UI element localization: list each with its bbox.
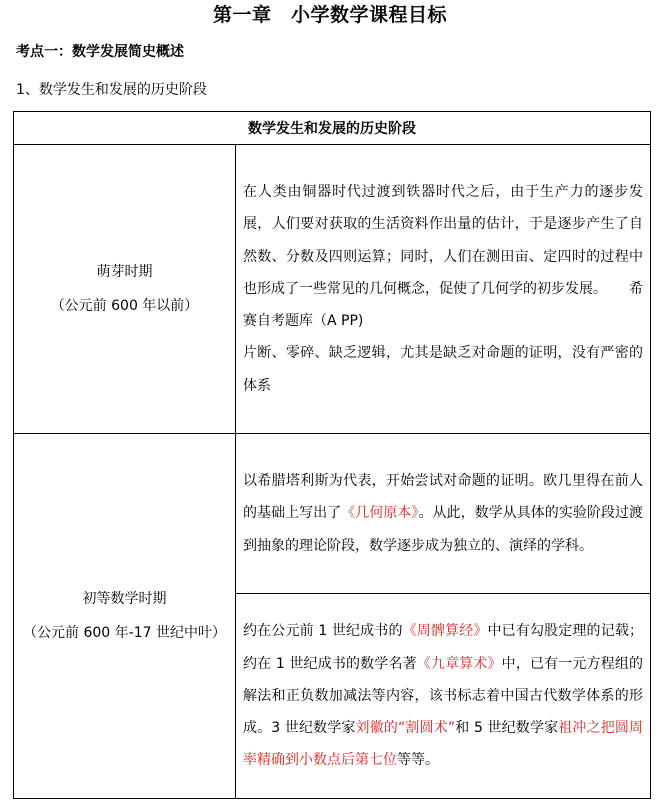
description-cell-sprouting xyxy=(236,145,651,434)
book-title-jiuzhang: 《九章算术》 xyxy=(416,655,502,672)
description-text: 。从此，数学从具体的实验阶段过渡到抽象的理论阶段，数学逐步成为独立的、演绎的学科。 xyxy=(243,505,644,554)
highlight-liuhui: 刘徽的“割圆术” xyxy=(355,720,456,737)
period-cell-elementary xyxy=(14,434,236,799)
watermark-text: 希赛自考题库（A PP) xyxy=(243,280,643,330)
table-header: 数学发生和发展的历史阶段 xyxy=(14,112,651,145)
description-text: 约在公元前 1 世纪成书的 xyxy=(243,623,403,640)
period-cell-sprouting xyxy=(14,145,236,434)
description-text: 等等。 xyxy=(397,752,439,769)
description-text: 和 5 世纪数学家 xyxy=(455,720,559,737)
period-name: 初等数学时期 xyxy=(82,591,167,607)
history-table xyxy=(13,111,651,799)
history-table-container xyxy=(13,111,650,799)
description-cell-chinese xyxy=(236,594,651,799)
book-title-elements: 《几何原本》 xyxy=(341,505,419,522)
chapter-title: 第一章 小学数学课程目标 xyxy=(212,4,447,26)
description-text: 中已有勾股定理的记载；约在 1 世纪成书的数学名著 xyxy=(243,623,644,672)
highlight-zuchongzhi: 祖冲之把圆周率精确到小数点后第七位 xyxy=(243,720,643,769)
table-header-row xyxy=(14,112,651,145)
description-text: 中，已有一元方程组的解法和正负数加减法等内容，该书标志着中国古代数学体系的形成。3 世纪数学家 xyxy=(243,655,644,737)
book-title-zhoubi: 《周髀算经》 xyxy=(402,623,488,640)
subsection-heading: 1、数学发生和发展的历史阶段 xyxy=(16,82,207,98)
description-cell-greek xyxy=(236,434,651,594)
description-text: 在人类由铜器时代过渡到铁器时代之后，由于生产力的逐步发展，人们要对获取的生活资料作出量的估计，于是逐步产生了自然数、分数及四则运算；同时，人们在测田亩、定四时的过程中也形成了一些常见的几何概念，促使了几何学的初步发展。 xyxy=(243,184,643,297)
period-range: （公元前 600 年以前） xyxy=(50,298,199,314)
description-text: 片断、零碎、缺乏逻辑，尤其是缺乏对命题的证明，没有严密的体系 xyxy=(243,345,643,394)
section-heading: 考点一：数学发展简史概述 xyxy=(16,44,184,60)
period-name: 萌芽时期 xyxy=(96,264,153,280)
period-range: （公元前 600 年-17 世纪中叶） xyxy=(23,625,226,641)
description-text: 以希腊塔利斯为代表，开始尝试对命题的证明。欧几里得在前人的基础上写出了 xyxy=(243,473,643,522)
table-row xyxy=(14,434,651,594)
table-row xyxy=(14,145,651,434)
